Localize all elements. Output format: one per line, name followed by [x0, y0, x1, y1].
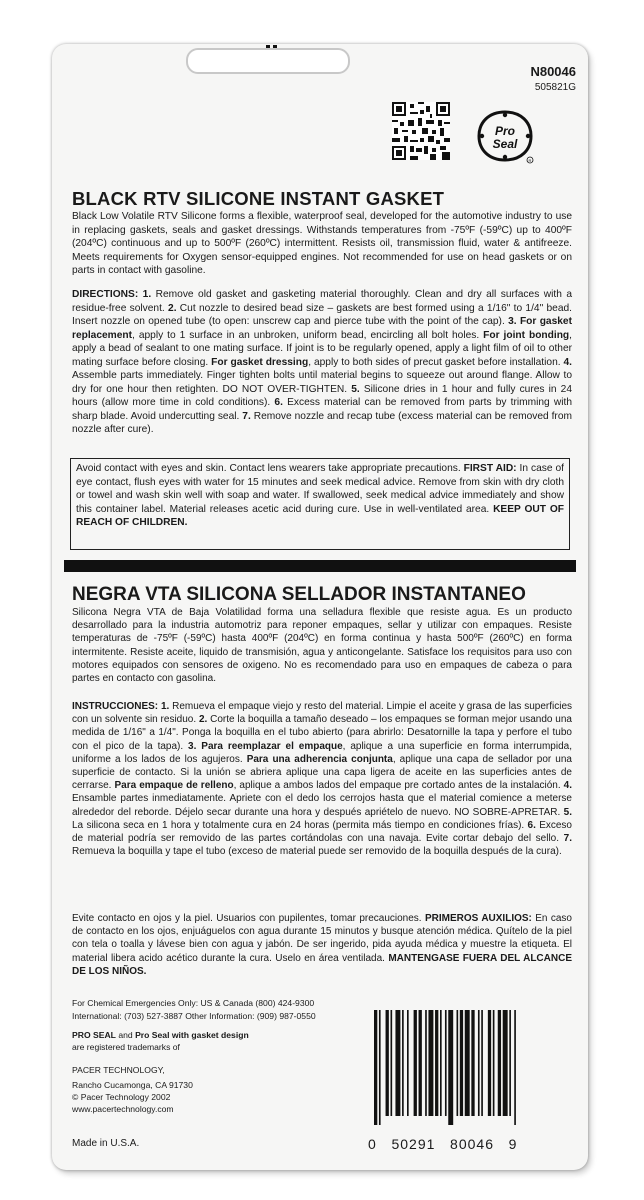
tm-pro-seal: PRO SEAL — [72, 1030, 116, 1040]
barcode-bar — [493, 1010, 495, 1116]
barcode-bar — [402, 1010, 404, 1116]
spanish-intro: Silicona Negra VTA de Baja Volatilidad forma una selladura flexible que resiste agua. Es un producto desarrollado para la industria automotriz para reponer empaques, sellar y utilizar con empaques. Resiste temperaturas de -75ºF (-59ºC) hasta 400ºF (204ºC) en forma continua y hasta 500ºF (260ºC) en forma intermitente. Resiste aceite, liquido de transmisión, agua y anticongelante. Satisface los requisitos para uso con motores equipados con sensores de oxigeno. No es recomendado para uso en empaques de cabeza o para partes en contacto con gasolina. — [72, 607, 572, 685]
barcode-digits: 0 50291 80046 9 — [368, 1136, 518, 1152]
barcode-bar — [445, 1010, 447, 1116]
spanish-directions — [72, 700, 572, 858]
barcode-bar — [374, 1010, 377, 1125]
pro-seal-logo — [475, 108, 535, 166]
bold-segment: 6. — [527, 819, 536, 831]
text-segment: Excess material can be removed from parts by trimming with sharp blade. Avoid undercutting seal. — [72, 397, 572, 422]
barcode-bar — [481, 1010, 483, 1116]
text-segment: Cut nozzle to desired bead size – gaskets are best formed using a 1/16" to 1/4" bead. Insert nozzle on opened tube (to open: unscrew cap and pierce tube with the point of the cap). — [72, 302, 572, 327]
barcode-bar — [395, 1010, 400, 1116]
bold-segment: PRIMEROS AUXILIOS: — [424, 913, 532, 924]
english-intro: Black Low Volatile RTV Silicone forms a flexible, waterproof seal, developed for the automotive industry to use in replacing gaskets, seals and gasket dressings. Withstands temperatures from -75ºF (-59ºC) up to 400ºF (204ºC) continuous and up to 500ºF (260ºC) intermittent. Resists oil, transmission fluid, water & antifreeze. Meets requirements for Oxygen sensor-equipped engines. Not recommended for use on head gaskets or on parts in contact with gasoline. — [72, 211, 572, 276]
barcode-bar — [448, 1010, 453, 1125]
sub-code: 505821G — [534, 82, 576, 93]
barcode-bar — [460, 1010, 463, 1116]
text-segment: Exceso de material podría ser removido de las partes cortándolas con una navaja. Evite cortar debajo del sello. — [72, 819, 572, 845]
barcode-bar — [428, 1010, 433, 1116]
bold-segment: MANTENGASE FUERA DEL ALCANCE DE LOS NIÑOS. — [72, 952, 572, 977]
svg-text:R: R — [528, 158, 532, 163]
tm-design: Pro Seal with gasket design — [135, 1030, 249, 1040]
text-segment: Remueva la boquilla y tape el tubo (exceso de material puede ser removido de la boquilla después de la cura). — [72, 846, 562, 858]
bold-segment: 3. For gasket replacement — [72, 316, 572, 341]
bold-segment: 3. Para reemplazar el empaque — [188, 740, 343, 752]
barcode-bar — [419, 1010, 422, 1116]
text-segment: , aplique a ambos lados del empaque pre cortado antes de la instalación. — [233, 780, 564, 792]
text-segment: , apply to both sides of precut gasket before installation. — [308, 356, 564, 368]
part-number: N80046 — [530, 64, 576, 79]
text-segment: , aplique una capa de sellador por una superficie de contacto. Si la unión se abriera aplique una capa ligera de aceite en las superficies antes de cerrarse. — [72, 753, 572, 792]
bold-segment: 2. — [168, 302, 177, 314]
barcode-bar — [498, 1010, 501, 1116]
bold-segment: 5. — [563, 806, 572, 818]
text-segment: La silicona seca en 1 hora y totalmente cura en 24 horas (permita más tiempo en condiciones frías). — [72, 819, 528, 831]
website: www.pacertechnology.com — [72, 1104, 174, 1114]
spanish-title: NEGRA VTA SILICONA SELLADOR INSTANTANEO — [72, 584, 526, 605]
text-segment: Avoid contact with eyes and skin. Contact lens wearers take appropriate precautions. — [76, 463, 464, 474]
text-segment: Silicone dries in 1 hour and fully cures in 24 hours (allow more time in cold conditions). — [72, 383, 572, 408]
bold-segment: For gasket dressing — [211, 356, 309, 368]
bold-segment: KEEP OUT OF REACH OF CHILDREN. — [76, 503, 564, 528]
made-in: Made in U.S.A. — [72, 1138, 140, 1149]
english-title: BLACK RTV SILICONE INSTANT GASKET — [72, 188, 445, 209]
barcode-bar — [414, 1010, 417, 1116]
text-segment: Corte la boquilla a tamaño deseado – los empaques se forman mejor usando una medida de 1/16" a 1/4". Ponga la boquilla en el tubo abierto (para abrirlo: Desatornille la tapa y perfore el tubo con el pico de la tapa). — [72, 714, 572, 752]
hang-hole — [186, 48, 350, 74]
section-divider — [64, 560, 576, 572]
barcode-bar — [457, 1010, 459, 1116]
text-segment: En caso de contacto en los ojos, enjuáguelos con agua durante 15 minutos y busque atención médica. Quítelo de la piel con tela o toalla y lávese bien con agua y jabón. De ser ingerido, pida ayuda médica y muestre la etiqueta. El material libera acido acético durante la cura. Uselo en área ventilada. — [72, 913, 572, 964]
bold-segment: 7. — [242, 410, 251, 422]
bold-segment: 4. — [563, 780, 572, 792]
barcode-bar — [425, 1010, 427, 1116]
barcode-bar — [488, 1010, 491, 1116]
barcode-bar — [440, 1010, 442, 1116]
bold-segment: 7. — [563, 833, 572, 845]
english-directions — [72, 288, 572, 437]
barcode-bar — [391, 1010, 393, 1116]
barcode-bar — [471, 1010, 474, 1116]
bold-segment: 6. — [274, 397, 283, 408]
bold-segment: INSTRUCCIONES: 1. — [72, 701, 170, 712]
barcode-bar — [435, 1010, 438, 1116]
english-warning — [70, 458, 570, 550]
tm-registered: are registered trademarks of — [72, 1041, 180, 1052]
text-segment: , aplique a una superficie en forma interrumpida, uniforme a los lados de los agujeros. — [72, 740, 572, 765]
text-segment: Evite contacto en ojos y la piel. Usuarios con pupilentes, tomar precauciones. — [72, 913, 425, 924]
text-segment: Assemble parts immediately. Finger tighten bolts until material begins to squeeze out around flange. Allow to dry for one hour then retighten. DO NOT OVER-TIGHTEN. — [72, 370, 572, 395]
company-city: Rancho Cucamonga, CA 91730 — [72, 1080, 193, 1090]
text-segment: Remove old gasket and gasketing material thoroughly. Clean and dry all surfaces with a residue-free solvent. — [72, 289, 573, 314]
text-segment: Remueva el empaque viejo y resto del material. Limpie el aceite y grasa de las superficies con un solvente sin residuo. — [72, 701, 573, 726]
bold-segment: 4. — [563, 356, 572, 368]
text-segment: , apply to 1 surface in an unbroken, uniform bead, encircling all bolt holes. — [132, 329, 484, 341]
emergency-line-2: International: (703) 527-3887 Other Information: (909) 987-0550 — [72, 1011, 316, 1021]
tm-and: and — [115, 1030, 136, 1040]
bold-segment: Para una adherencia conjunta — [246, 753, 393, 765]
text-segment: Remove nozzle and recap tube (excess material can be removed from nozzle after cure). — [72, 410, 572, 435]
barcode-bar — [379, 1010, 381, 1125]
emergency-line-1: For Chemical Emergencies Only: US & Canada (800) 424-9300 — [72, 998, 315, 1008]
bold-segment: 5. — [351, 383, 360, 395]
bold-segment: Para empaque de relleno — [114, 780, 234, 792]
barcode-bar — [503, 1010, 508, 1116]
barcode-bar — [407, 1010, 409, 1116]
copyright: © Pacer Technology 2002 — [72, 1092, 171, 1102]
trademark-note — [72, 1030, 252, 1053]
barcode-bar — [509, 1010, 511, 1116]
text-segment: Ensamble partes inmediatamente. Apriete con el dedo los cerrojos hasta que el material comience a meterse alrededor del reborde. Déjelo secar durante una hora y después apriételo de nuevo. NO SOBRE-APRETAR. — [72, 793, 572, 818]
upc-barcode-icon — [368, 1010, 584, 1125]
bold-segment: DIRECTIONS: 1. — [72, 289, 152, 300]
barcode-bar — [386, 1010, 389, 1116]
bold-segment: 2. — [198, 714, 208, 726]
text-segment: In case of eye contact, flush eyes with water for 15 minutes and seek medical advice. Remove from skin with dry cloth or towel and wash skin well with soap and water. If swallowed, seek medical advice immediately and show this container label. Material releases acetic acid during cure. Use in well-ventilated area. — [76, 463, 564, 515]
svg-text:Seal: Seal — [492, 137, 518, 151]
svg-text:Pro: Pro — [494, 124, 516, 138]
barcode-bar — [478, 1010, 480, 1116]
barcode-bar — [514, 1010, 516, 1125]
text-segment: , apply a bead of sealant to one mating surface. If joint is to be regularly opened, apply a light film of oil to other mating surface before closing. — [72, 329, 572, 368]
company-name: PACER TECHNOLOGY, — [72, 1065, 165, 1075]
bold-segment: For joint bonding — [483, 329, 570, 341]
spanish-warning — [72, 912, 572, 978]
barcode-bar — [465, 1010, 470, 1116]
bold-segment: FIRST AID: — [463, 463, 517, 474]
qr-code-icon — [392, 102, 450, 160]
